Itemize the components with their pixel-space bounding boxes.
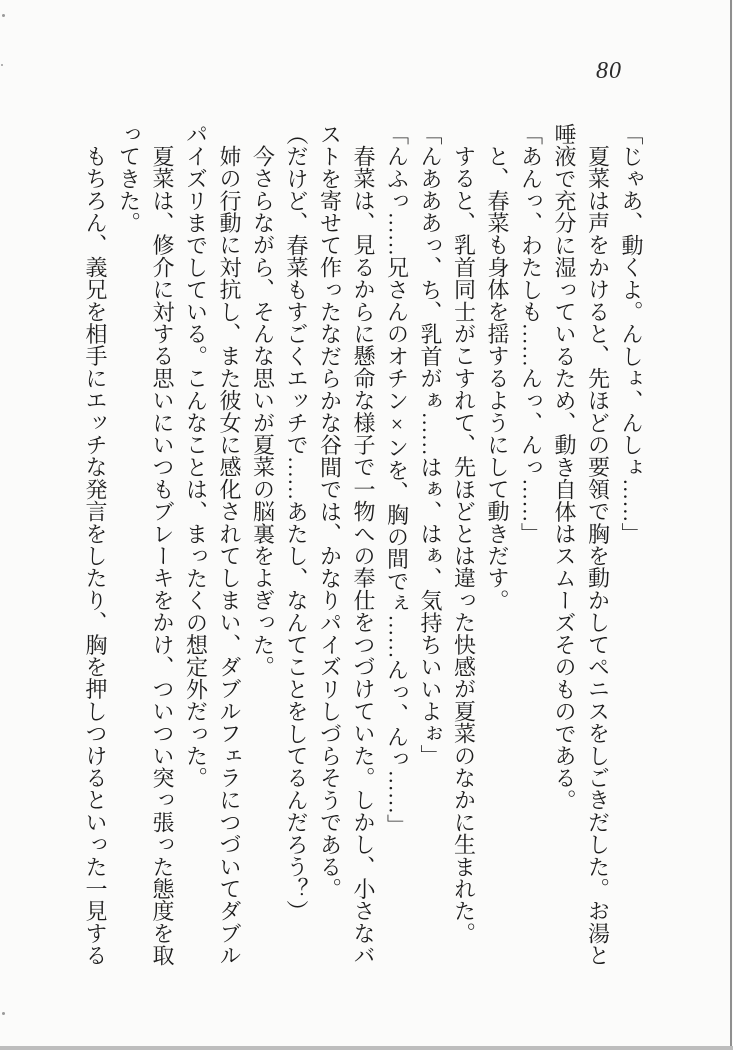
scan-speck [2,14,5,17]
text-block [78,123,648,971]
text-line: ストを寄せて作ったなだらかな谷間では、かなりパイズリしづらそうである。 [317,123,343,900]
text-line: 「んふっ……兄さんのオチン×ンを、胸の間でぇ……んっ、んっ……」 [384,123,410,837]
scan-speck [1,64,3,66]
text-line: 夏菜は声をかけると、先ほどの要領で胸を動かしてペニスをしごきだした。お湯と [585,145,611,967]
text-line: 今さらながら、そんな思いが夏菜の脳裏をよぎった。 [250,145,276,678]
text-line: 「んあああっ、ち、乳首がぁ……はぁ、はぁ、気持ちいいよぉ」 [418,123,443,767]
text-line: 唾液で充分に湿っているため、動き自体はスムーズそのものである。 [552,123,577,812]
text-line: 「あんっ、わたしも……んっ、んっ……」 [518,123,544,545]
scan-edge-right [730,0,732,1050]
text-line: （だけど、春菜もすごくエッチで……あたし、なんてことをしてるんだろう？） [284,123,309,923]
text-line: パイズリまでしている。こんなことは、まったくの想定外だった。 [183,123,209,789]
scan-edge-bottom [0,1046,733,1050]
text-line: 春菜は、見るからに懸命な様子で一物への奉仕をつづけていた。しかし、小さなバ [351,145,376,967]
text-line: 姉の行動に対抗し、また彼女に感化されてしまい、ダブルフェラにつづいてダブル [217,145,242,967]
text-line: もちろん、義兄を相手にエッチな発言をしたり、胸を押しつけるといった一見する [83,145,108,967]
page-number: 80 [596,58,622,84]
text-line: ってきた。 [116,123,142,234]
text-line: 夏菜は、修介に対する思いにいつもブレーキをかけ、ついつい突っ張った態度を取 [150,145,175,967]
text-line: と、春菜も身体を揺するようにして動きだす。 [485,145,510,612]
text-line: すると、乳首同士がこすれて、先ほどとは違った快感が夏菜のなかに生まれた。 [451,145,477,945]
text-line: 「じゃあ、動くよ。んしょ、んしょ……」 [619,123,644,545]
scan-speck [2,1012,5,1015]
